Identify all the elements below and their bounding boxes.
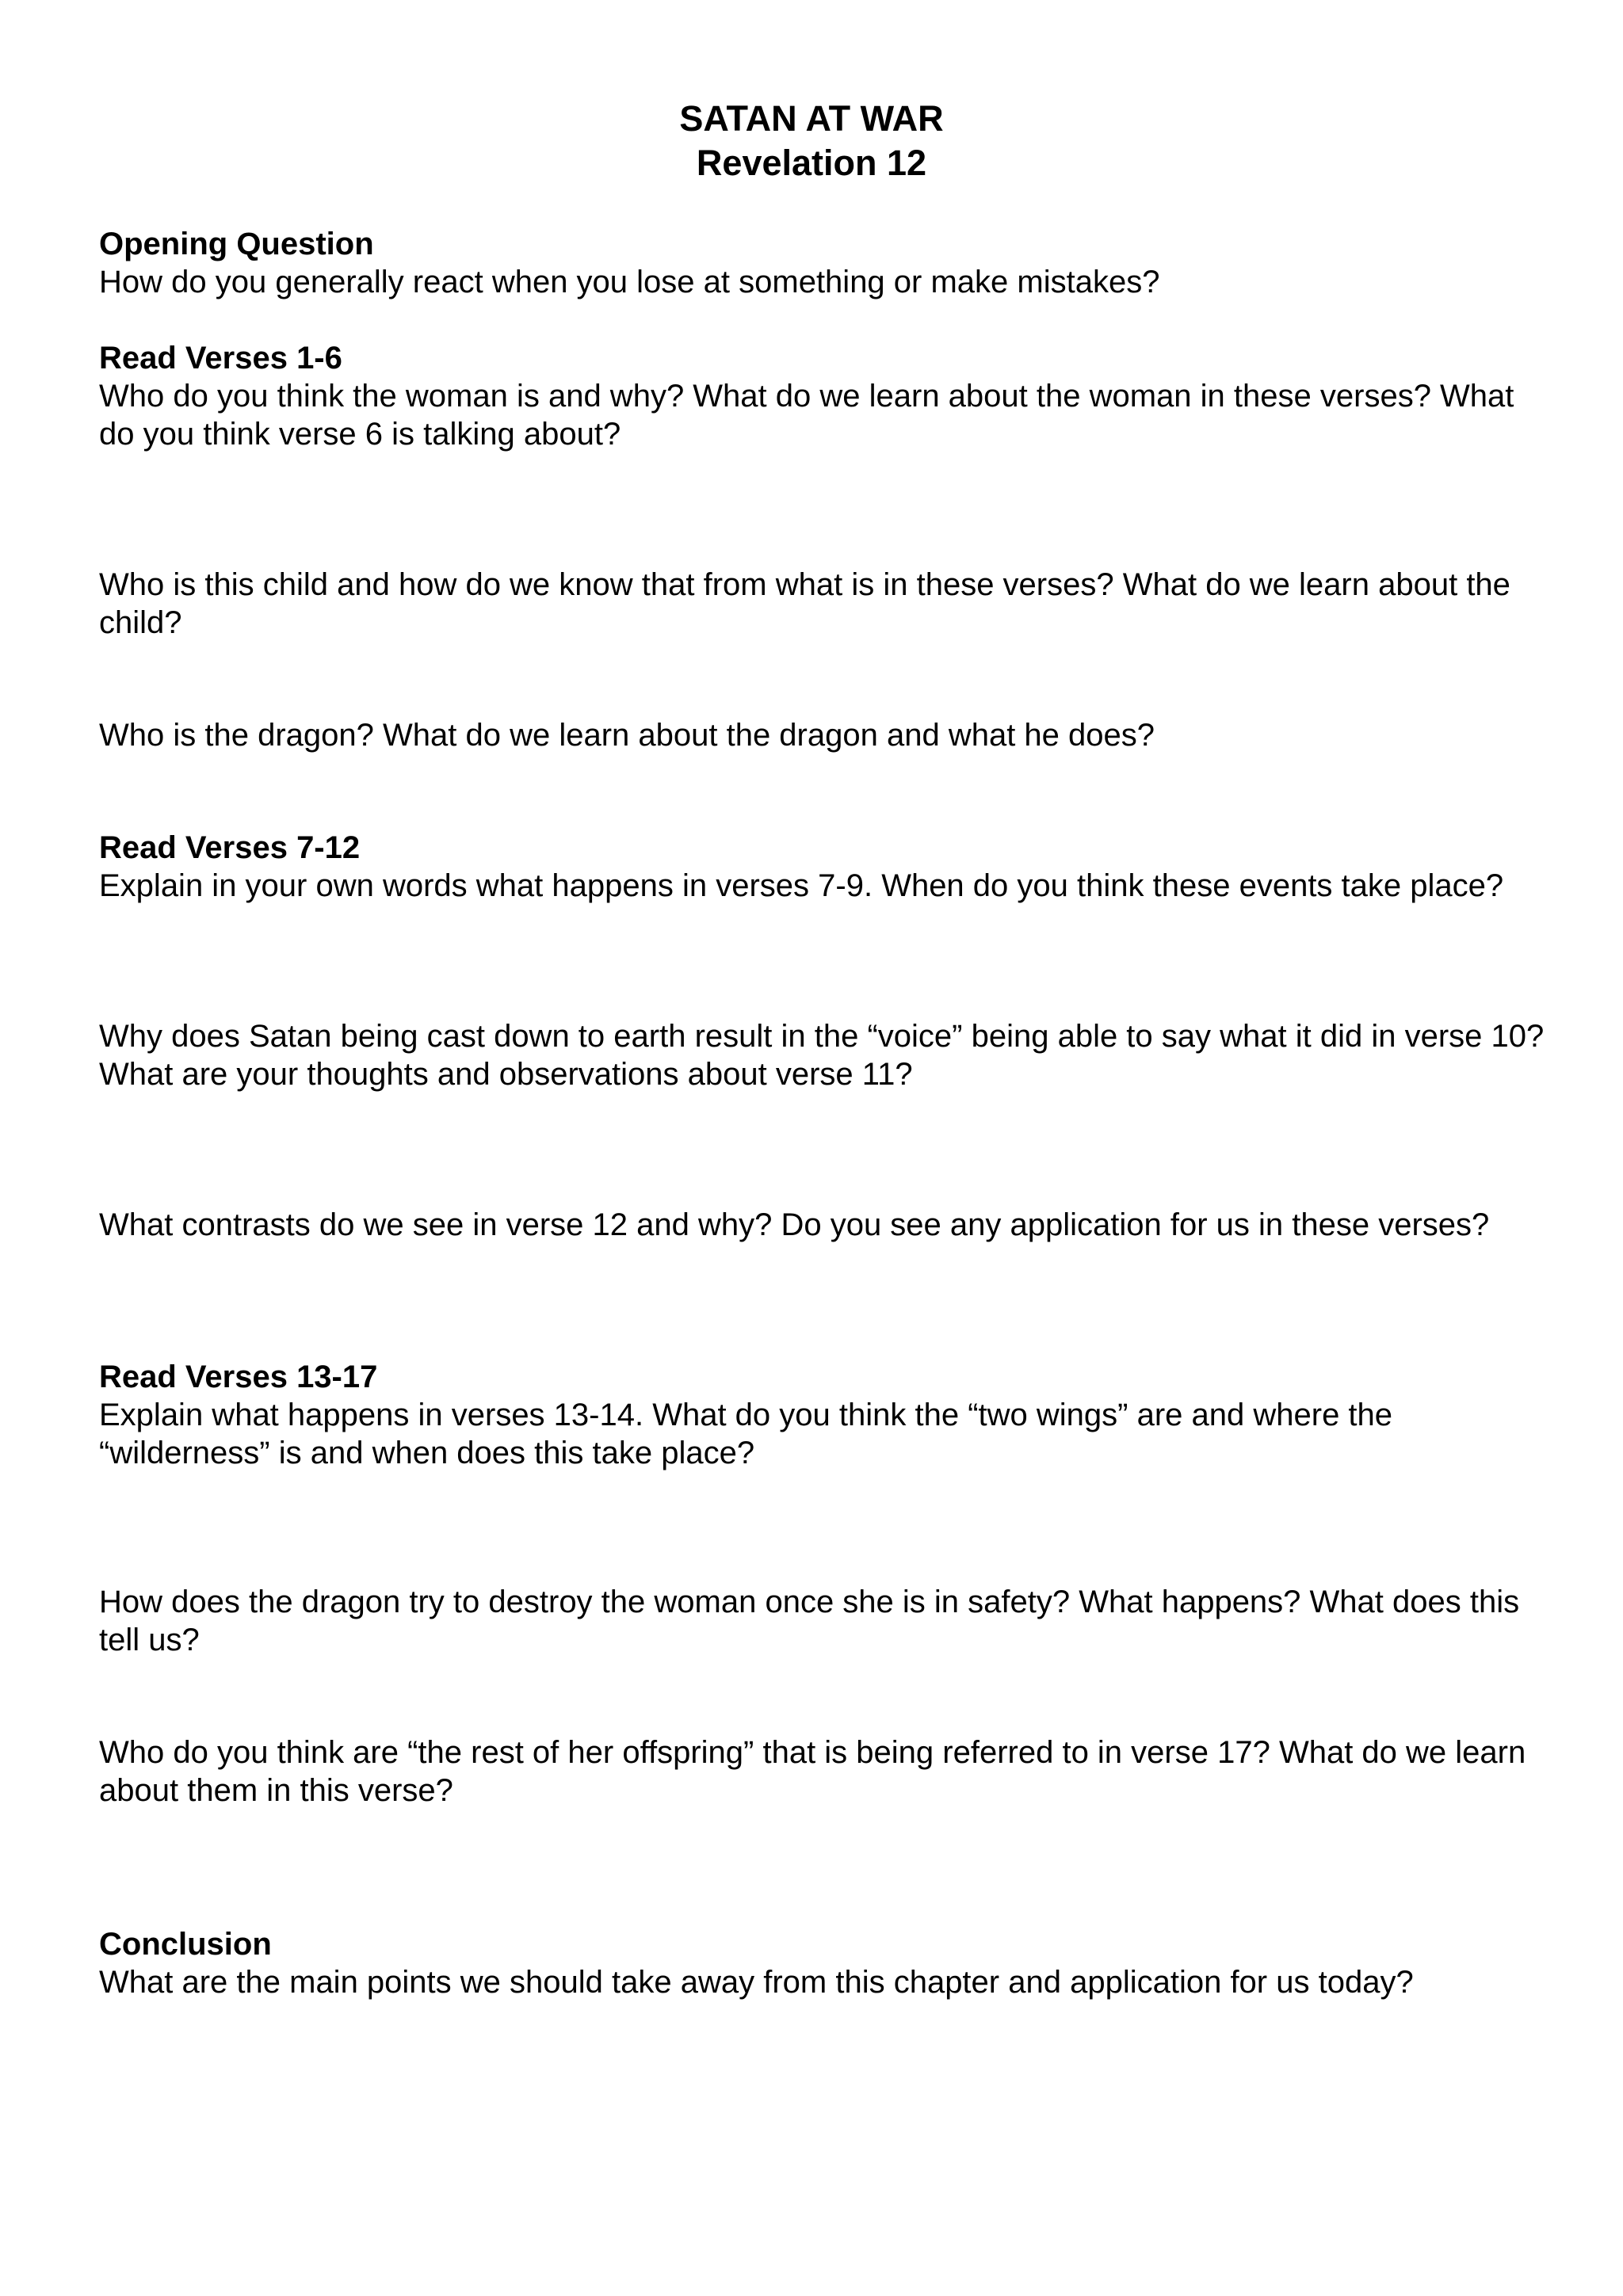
question-text: Who do you think the woman is and why? What do we learn about the woman in these verses? What do you think verse 6 is talking about? <box>99 379 1514 452</box>
question-block <box>99 566 1549 642</box>
section-heading: Read Verses 7-12 <box>99 830 361 865</box>
question-text: Who do you think are “the rest of her offspring” that is being referred to in verse 17? What do we learn about them in this verse? <box>99 1735 1526 1808</box>
document-title: SATAN AT WAR <box>679 98 944 139</box>
question-text: Who is the dragon? What do we learn about the dragon and what he does? <box>99 718 1155 753</box>
question-text: Explain what happens in verses 13-14. What do you think the “two wings” are and where the “wilderness” is and when does this take place? <box>99 1398 1393 1470</box>
question-block <box>99 1206 1549 1244</box>
question-text: What contrasts do we see in verse 12 and why? Do you see any application for us in these verses? <box>99 1207 1490 1242</box>
question-text: What are the main points we should take away from this chapter and application for us today? <box>99 1965 1414 2000</box>
section-heading: Read Verses 1-6 <box>99 341 342 376</box>
verses-13-17-section <box>99 1358 1549 1472</box>
question-block <box>99 1583 1549 1659</box>
question-block <box>99 716 1549 754</box>
document-subtitle: Revelation 12 <box>696 143 927 183</box>
question-text: Why does Satan being cast down to earth result in the “voice” being able to say what it did in verse 10? What are your thoughts and observations about verse 11? <box>99 1019 1545 1092</box>
opening-section <box>99 225 1549 301</box>
section-heading: Opening Question <box>99 227 374 261</box>
verses-1-6-section <box>99 339 1549 453</box>
section-heading: Read Verses 13-17 <box>99 1360 378 1394</box>
verses-7-12-section <box>99 829 1549 905</box>
question-text: How do you generally react when you lose at something or make mistakes? <box>99 265 1160 299</box>
question-text: Who is this child and how do we know that from what is in these verses? What do we learn about the child? <box>99 567 1510 640</box>
question-block <box>99 1017 1549 1093</box>
section-heading: Conclusion <box>99 1927 272 1962</box>
question-block <box>99 1733 1549 1810</box>
question-text: How does the dragon try to destroy the woman once she is in safety? What happens? What does this tell us? <box>99 1585 1520 1657</box>
conclusion-section <box>99 1925 1549 2001</box>
question-text: Explain in your own words what happens in verses 7-9. When do you think these events take place? <box>99 868 1504 903</box>
